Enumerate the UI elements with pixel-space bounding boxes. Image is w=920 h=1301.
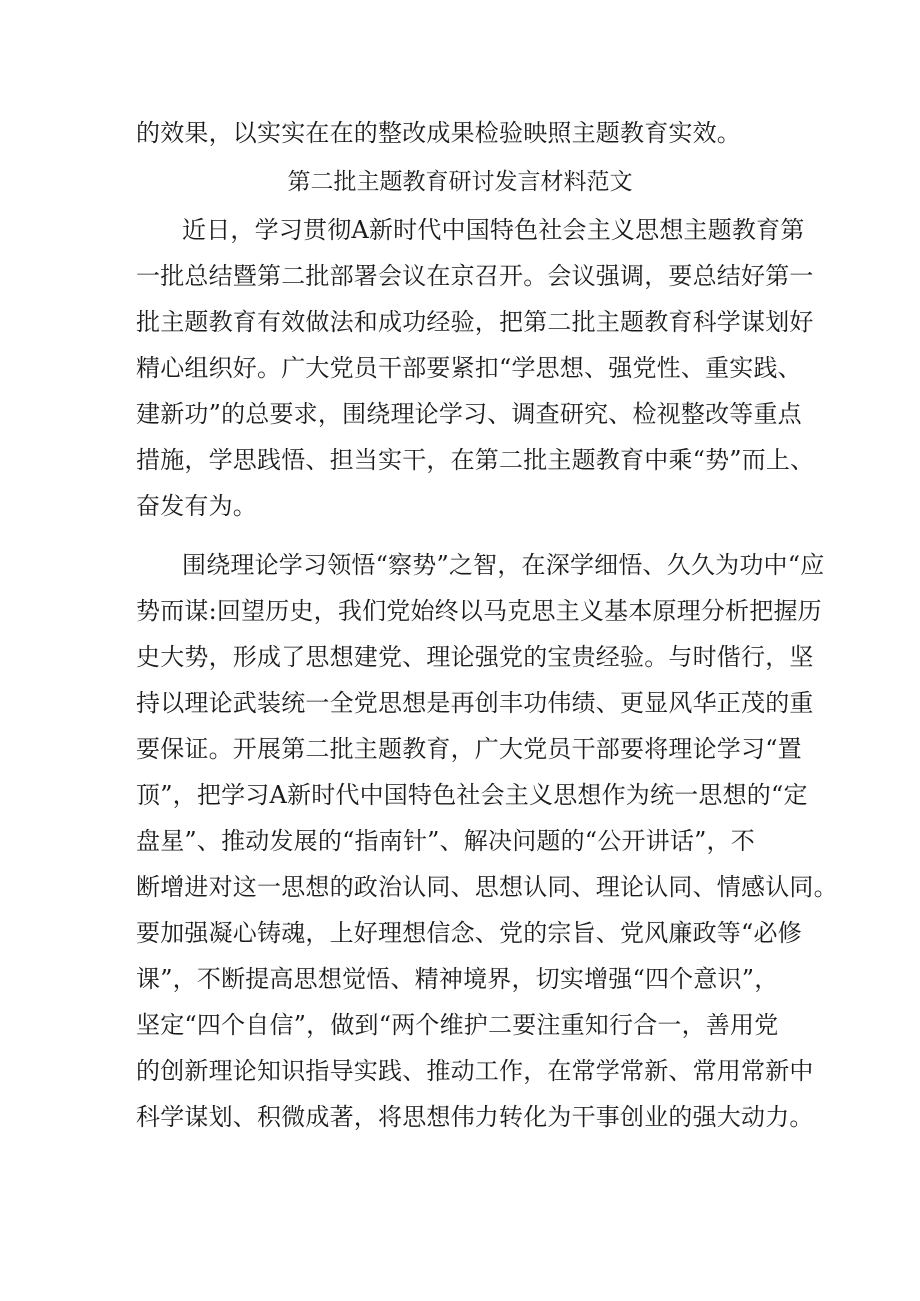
paragraph-line: 势而谋:回望历史，我们党始终以马克思主义基本原理分析把握历 bbox=[136, 597, 822, 625]
paragraph-line: 盘星”、推动发展的“指南针”、解决问题的“公开讲话”，不 bbox=[136, 827, 755, 855]
paragraph-line: 要保证。开展第二批主题教育，广大党员干部要将理论学习“置 bbox=[136, 735, 802, 763]
paragraph-line: 批主题教育有效做法和成功经验，把第二批主题教育科学谋划好 bbox=[136, 308, 814, 336]
paragraph-line: 措施，学思践悟、担当实干，在第二批主题教育中乘“势”而上、 bbox=[136, 446, 815, 474]
paragraph-line: 持以理论武装统一全党思想是再创丰功伟绩、更显风华正茂的重 bbox=[136, 689, 814, 717]
paragraph-line: 近日，学习贯彻A新时代中国特色社会主义思想主题教育第 bbox=[182, 216, 805, 244]
paragraph-line: 的创新理论知识指导实践、推动工作，在常学常新、常用常新中 bbox=[136, 1057, 814, 1085]
paragraph-line: 断增进对这一思想的政治认同、思想认同、理论认同、情感认同。 bbox=[136, 873, 838, 901]
paragraph-line: 精心组织好。广大党员干部要紧扣“学思想、强党性、重实践、 bbox=[136, 354, 802, 382]
paragraph-line: 课”，不断提高思想觉悟、精神境界，切实增强“四个意识”， bbox=[136, 965, 779, 993]
paragraph-line: 围绕理论学习领悟“察势”之智，在深学细悟、久久为功中“应 bbox=[182, 551, 825, 579]
paragraph-line: 一批总结暨第二批部署会议在京召开。会议强调，要总结好第一 bbox=[136, 262, 814, 290]
paragraph-line: 要加强凝心铸魂，上好理想信念、党的宗旨、党风廉政等“必修 bbox=[136, 919, 802, 947]
paragraph-line: 顶”，把学习A新时代中国特色社会主义思想作为统一思想的“定 bbox=[136, 781, 808, 809]
paragraph-line: 史大势，形成了思想建党、理论强党的宝贵经验。与时偕行，坚 bbox=[136, 643, 814, 671]
document-title: 第二批主题教育研讨发言材料范文 bbox=[287, 169, 633, 195]
paragraph-line: 坚定“四个自信”，做到“两个维护二要注重知行合一，善用党 bbox=[136, 1011, 779, 1039]
opening-line: 的效果，以实实在在的整改成果检验映照主题教育实效。 bbox=[136, 119, 741, 147]
paragraph-line: 建新功”的总要求，围绕理论学习、调查研究、检视整改等重点 bbox=[136, 400, 802, 428]
paragraph-line: 奋发有为。 bbox=[136, 492, 257, 520]
paragraph-line: 科学谋划、积微成著，将思想伟力转化为干事创业的强大动力。 bbox=[136, 1103, 814, 1131]
